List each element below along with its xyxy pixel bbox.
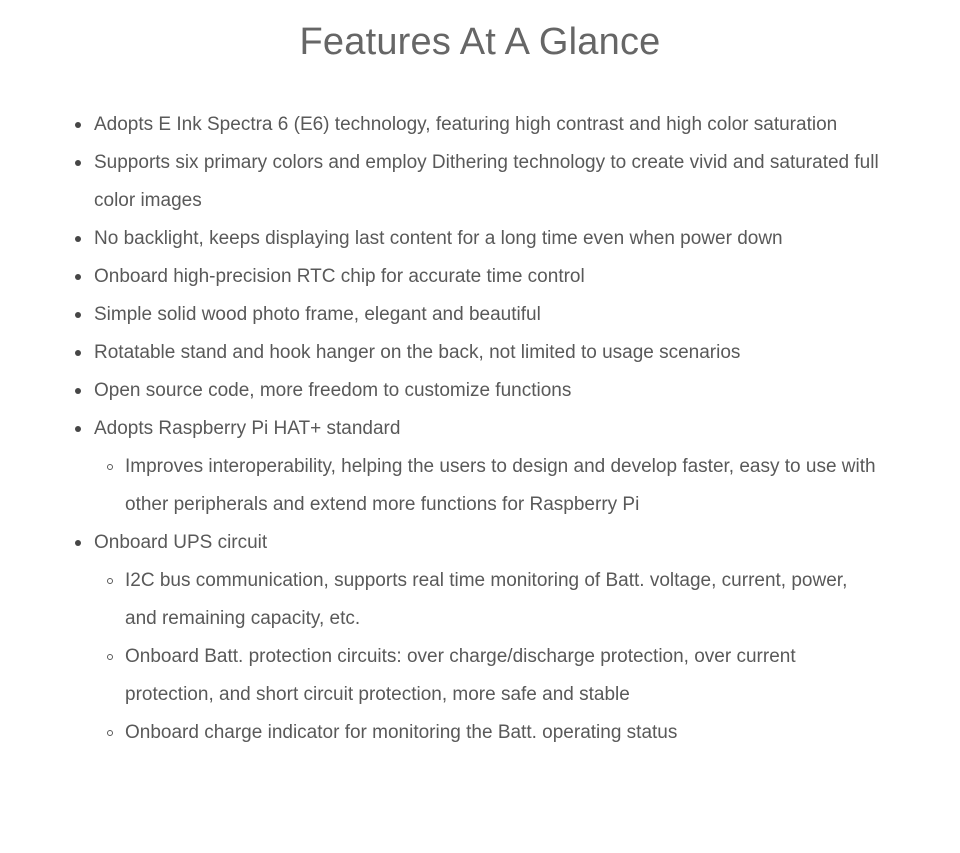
feature-item xyxy=(94,296,880,334)
feature-sublist xyxy=(94,448,880,524)
feature-item xyxy=(94,220,880,258)
feature-item xyxy=(94,524,880,752)
page-title: Features At A Glance xyxy=(299,21,661,63)
bullet-circle-icon xyxy=(107,578,113,584)
feature-item xyxy=(94,410,880,524)
bullet-circle-icon xyxy=(107,464,113,470)
feature-item xyxy=(94,372,880,410)
bullet-dot-icon xyxy=(75,540,81,546)
feature-item-text: Adopts Raspberry Pi HAT+ standard xyxy=(94,418,401,439)
bullet-dot-icon xyxy=(75,350,81,356)
bullet-dot-icon xyxy=(75,122,81,128)
feature-item xyxy=(94,144,880,220)
feature-item-text: Supports six primary colors and employ Dithering technology to create vivid and saturated full color images xyxy=(94,152,879,211)
feature-item-text: Adopts E Ink Spectra 6 (E6) technology, featuring high contrast and high color saturation xyxy=(94,114,838,135)
feature-subitem xyxy=(125,448,880,524)
feature-item-text: Onboard high-precision RTC chip for accurate time control xyxy=(94,266,585,287)
bullet-dot-icon xyxy=(75,388,81,394)
feature-item-text: Rotatable stand and hook hanger on the back, not limited to usage scenarios xyxy=(94,342,741,363)
bullet-dot-icon xyxy=(75,274,81,280)
feature-item-text: Simple solid wood photo frame, elegant and beautiful xyxy=(94,304,541,325)
feature-item xyxy=(94,106,880,144)
feature-subitem-text: Improves interoperability, helping the users to design and develop faster, easy to use with other peripherals and extend more functions for Raspberry Pi xyxy=(125,456,876,515)
feature-sublist xyxy=(94,562,880,752)
feature-item-text: Onboard UPS circuit xyxy=(94,532,268,553)
feature-subitem-text: Onboard Batt. protection circuits: over charge/discharge protection, over current protection, and short circuit protection, more safe and stable xyxy=(125,646,796,705)
feature-item xyxy=(94,334,880,372)
feature-subitem xyxy=(125,638,880,714)
feature-subitem-text: I2C bus communication, supports real time monitoring of Batt. voltage, current, power, and remaining capacity, etc. xyxy=(125,570,848,629)
features-section xyxy=(0,20,960,752)
bullet-dot-icon xyxy=(75,426,81,432)
feature-item xyxy=(94,258,880,296)
bullet-circle-icon xyxy=(107,730,113,736)
feature-subitem xyxy=(125,562,880,638)
bullet-circle-icon xyxy=(107,654,113,660)
feature-item-text: No backlight, keeps displaying last content for a long time even when power down xyxy=(94,228,783,249)
feature-item-text: Open source code, more freedom to customize functions xyxy=(94,380,572,401)
bullet-dot-icon xyxy=(75,312,81,318)
bullet-dot-icon xyxy=(75,160,81,166)
feature-subitem xyxy=(125,714,880,752)
features-list xyxy=(0,106,880,752)
bullet-dot-icon xyxy=(75,236,81,242)
feature-subitem-text: Onboard charge indicator for monitoring the Batt. operating status xyxy=(125,722,678,743)
